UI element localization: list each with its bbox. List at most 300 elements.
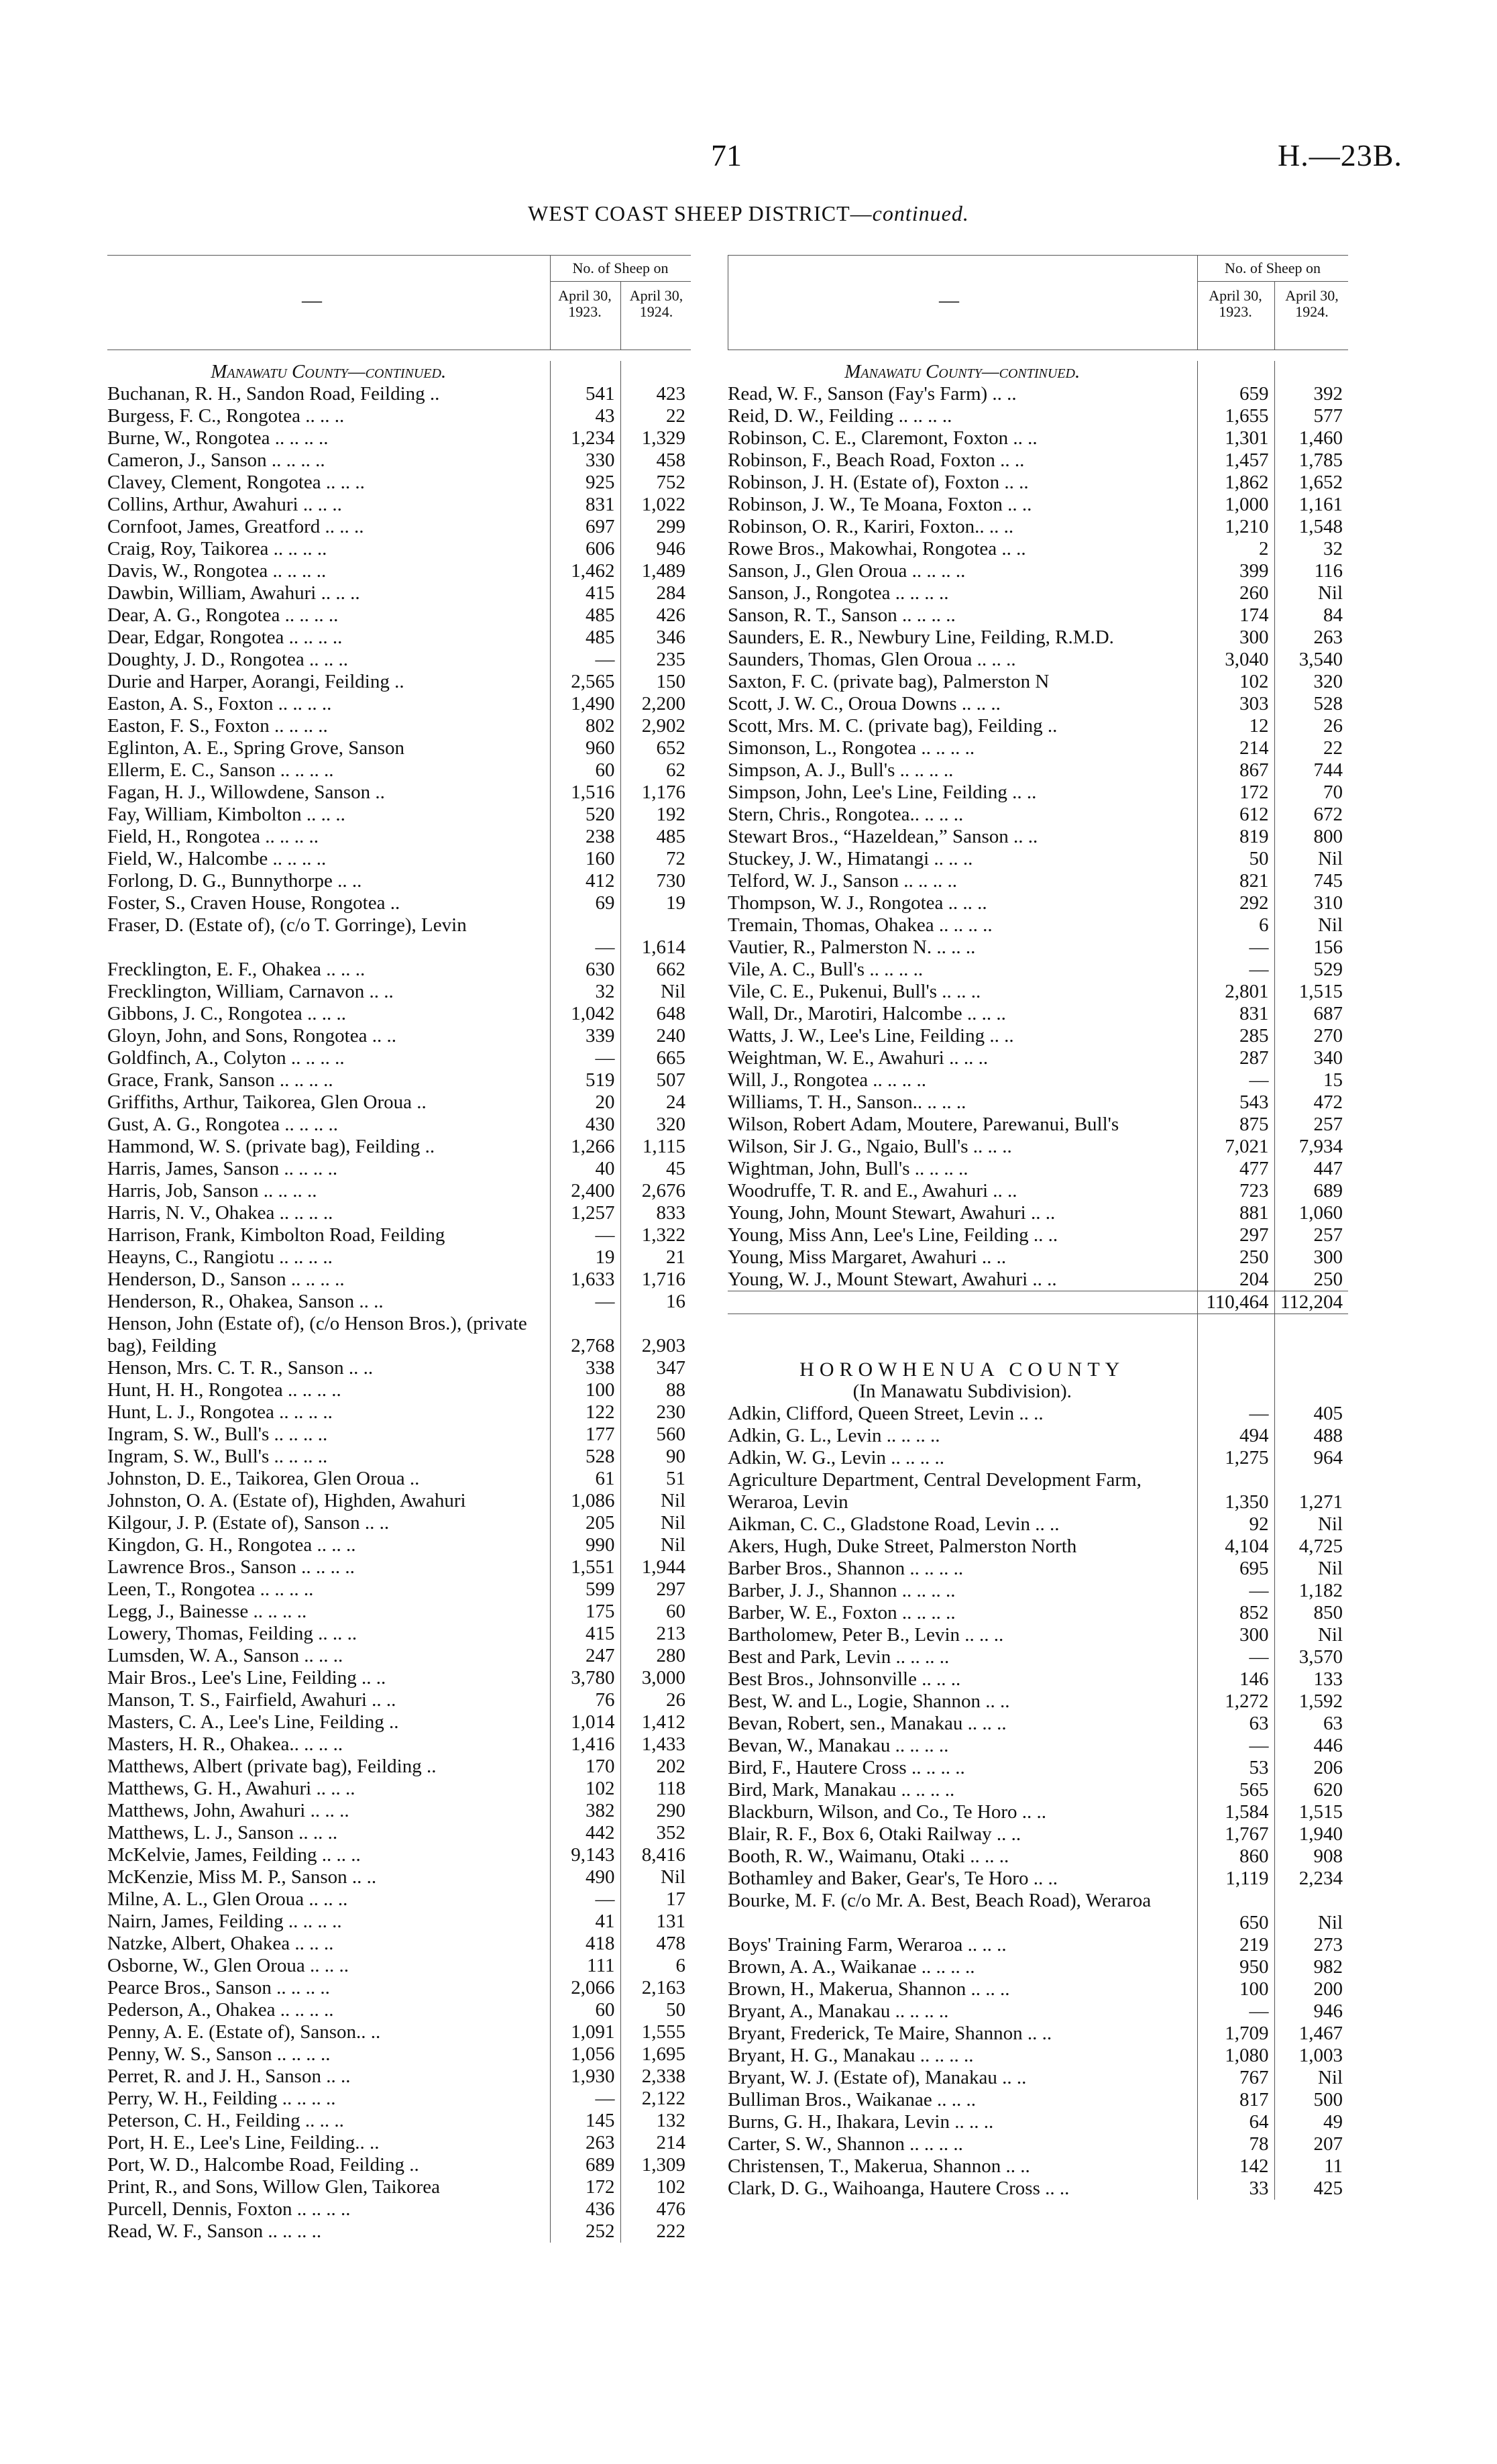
table-row bbox=[728, 1403, 1348, 1425]
sheep-1923: 723 bbox=[1197, 1180, 1274, 1202]
table-row bbox=[107, 1468, 691, 1490]
table-row bbox=[728, 1624, 1348, 1646]
owner-name: Young, W. J., Mount Stewart, Awahuri .. .. bbox=[728, 1269, 1057, 1290]
sheep-1924: 745 bbox=[1274, 870, 1348, 892]
owner-name: Stern, Chris., Rongotea.. .. .. .. bbox=[728, 804, 964, 825]
sheep-1924: 1,003 bbox=[1274, 2045, 1348, 2067]
sheep-1924: 118 bbox=[620, 1778, 691, 1800]
sheep-1924: 1,022 bbox=[620, 494, 691, 516]
table-row bbox=[107, 1534, 691, 1556]
owner-name: Osborne, W., Glen Oroua .. .. .. bbox=[107, 1955, 349, 1976]
section-heading: Manawatu County—continued. bbox=[211, 361, 447, 382]
owner-name: Will, J., Rongotea .. .. .. .. bbox=[728, 1069, 927, 1091]
header-date-1923: April 30, 1923. bbox=[558, 287, 612, 320]
table-row bbox=[107, 2198, 691, 2220]
owner-name: Thompson, W. J., Rongotea .. .. .. bbox=[728, 892, 987, 914]
sheep-1924: 476 bbox=[620, 2198, 691, 2220]
owner-name: Johnston, O. A. (Estate of), Highden, Awahuri bbox=[107, 1490, 466, 1511]
table-row bbox=[728, 981, 1348, 1003]
sheep-1923: 285 bbox=[1197, 1025, 1274, 1047]
sheep-1923: 160 bbox=[550, 848, 620, 870]
table-row bbox=[728, 936, 1348, 959]
table-row bbox=[728, 516, 1348, 538]
owner-name: Christensen, T., Makerua, Shannon .. .. bbox=[728, 2155, 1030, 2177]
table-row bbox=[107, 1623, 691, 1645]
sheep-1923: 292 bbox=[1197, 892, 1274, 914]
sheep-1923: — bbox=[1197, 2000, 1274, 2023]
owner-name: Eglinton, A. E., Spring Grove, Sanson bbox=[107, 737, 405, 759]
sheep-1923: 303 bbox=[1197, 693, 1274, 715]
sheep-1923: 2,768 bbox=[550, 1313, 620, 1357]
owner-name: Kilgour, J. P. (Estate of), Sanson .. .. bbox=[107, 1512, 390, 1534]
sheep-1923: — bbox=[550, 649, 620, 671]
owner-name: Dear, Edgar, Rongotea .. .. .. .. bbox=[107, 627, 343, 648]
owner-name: Fraser, D. (Estate of), (c/o T. Gorringe), Levin bbox=[107, 914, 467, 936]
sheep-1923: — bbox=[550, 914, 620, 959]
table-row bbox=[728, 1646, 1348, 1668]
sheep-1923: 100 bbox=[1197, 1978, 1274, 2000]
table-row bbox=[728, 715, 1348, 737]
sheep-1924: Nil bbox=[620, 981, 691, 1003]
owner-name: Penny, A. E. (Estate of), Sanson.. .. bbox=[107, 2021, 381, 2043]
owner-name: Pederson, A., Ohakea .. .. .. .. bbox=[107, 1999, 334, 2021]
sheep-1924: 213 bbox=[620, 1623, 691, 1645]
table-row bbox=[107, 449, 691, 472]
table-row bbox=[728, 737, 1348, 759]
spacer-row bbox=[728, 1336, 1348, 1358]
table-row bbox=[107, 1512, 691, 1534]
sheep-1924: Nil bbox=[1274, 1558, 1348, 1580]
sheep-1924: 472 bbox=[1274, 1091, 1348, 1114]
owner-name: Burne, W., Rongotea .. .. .. .. bbox=[107, 427, 329, 449]
sheep-1924: 320 bbox=[620, 1114, 691, 1136]
sheep-1923: 76 bbox=[550, 1689, 620, 1711]
owner-name: Natzke, Albert, Ohakea .. .. .. bbox=[107, 1933, 334, 1954]
table-row bbox=[107, 1556, 691, 1578]
sheep-1923: 297 bbox=[1197, 1224, 1274, 1246]
owner-name: Adkin, G. L., Levin .. .. .. .. bbox=[728, 1425, 940, 1446]
sheep-1924: 1,695 bbox=[620, 2043, 691, 2066]
sheep-1923: 33 bbox=[1197, 2178, 1274, 2200]
owner-name: Ingram, S. W., Bull's .. .. .. .. bbox=[107, 1446, 328, 1467]
sheep-1923: 606 bbox=[550, 538, 620, 560]
table-row bbox=[107, 1689, 691, 1711]
table-row bbox=[107, 516, 691, 538]
owner-name: Agriculture Department, Central Development Farm, Weraroa, Levin bbox=[728, 1469, 1142, 1513]
owner-name: Sanson, J., Rongotea .. .. .. .. bbox=[728, 582, 949, 604]
table-row bbox=[107, 383, 691, 405]
owner-name: Easton, F. S., Foxton .. .. .. .. bbox=[107, 715, 328, 737]
sheep-1923: 1,210 bbox=[1197, 516, 1274, 538]
sheep-1924: 946 bbox=[620, 538, 691, 560]
owner-name: Dear, A. G., Rongotea .. .. .. .. bbox=[107, 604, 339, 626]
sheep-1924: 2,122 bbox=[620, 2088, 691, 2110]
sheep-1923: 520 bbox=[550, 804, 620, 826]
owner-name: Bothamley and Baker, Gear's, Te Horo .. .. bbox=[728, 1868, 1058, 1889]
sheep-1923: 852 bbox=[1197, 1602, 1274, 1624]
page-title bbox=[0, 201, 1497, 226]
owner-name: Clavey, Clement, Rongotea .. .. .. bbox=[107, 472, 365, 493]
sheep-1923: 1,234 bbox=[550, 427, 620, 449]
owner-name: Harrison, Frank, Kimbolton Road, Feilding bbox=[107, 1224, 445, 1246]
sheep-1924: 528 bbox=[1274, 693, 1348, 715]
table-row bbox=[107, 870, 691, 892]
sheep-1923: 990 bbox=[550, 1534, 620, 1556]
table-row bbox=[728, 582, 1348, 604]
table-row bbox=[728, 1091, 1348, 1114]
sheep-1923: 543 bbox=[1197, 1091, 1274, 1114]
sheep-1924: 687 bbox=[1274, 1003, 1348, 1025]
owner-name: Fagan, H. J., Willowdene, Sanson .. bbox=[107, 782, 385, 803]
owner-name: Simonson, L., Rongotea .. .. .. .. bbox=[728, 737, 975, 759]
sheep-1923: 541 bbox=[550, 383, 620, 405]
table-row bbox=[107, 1999, 691, 2021]
sheep-1924: 1,515 bbox=[1274, 1801, 1348, 1823]
table-row bbox=[728, 1779, 1348, 1801]
sheep-1923: 528 bbox=[550, 1446, 620, 1468]
owner-name: Grace, Frank, Sanson .. .. .. .. bbox=[107, 1069, 333, 1091]
owner-name: Brown, A. A., Waikanae .. .. .. .. bbox=[728, 1956, 975, 1978]
table-row bbox=[107, 1778, 691, 1800]
sheep-1923: — bbox=[1197, 1580, 1274, 1602]
sheep-1924: 16 bbox=[620, 1291, 691, 1313]
sheep-1924: 133 bbox=[1274, 1668, 1348, 1691]
owner-name: McKelvie, James, Feilding .. .. .. bbox=[107, 1844, 361, 1866]
owner-name: Matthews, G. H., Awahuri .. .. .. bbox=[107, 1778, 355, 1799]
table-row bbox=[107, 737, 691, 759]
table-row bbox=[728, 1224, 1348, 1246]
sheep-1924: 21 bbox=[620, 1246, 691, 1269]
owner-name: Henson, John (Estate of), (c/o Henson Bros.), (private bag), Feilding bbox=[107, 1313, 527, 1356]
owner-name: Stewart Bros., “Hazeldean,” Sanson .. .. bbox=[728, 826, 1038, 847]
owner-name: Vile, A. C., Bull's .. .. .. .. bbox=[728, 959, 924, 980]
sheep-1923: 102 bbox=[550, 1778, 620, 1800]
table-row bbox=[107, 848, 691, 870]
sheep-1923: 382 bbox=[550, 1800, 620, 1822]
sheep-1924: 488 bbox=[1274, 1425, 1348, 1447]
sheep-1924: 1,614 bbox=[620, 914, 691, 959]
sheep-1924: Nil bbox=[1274, 1624, 1348, 1646]
table-row bbox=[728, 1425, 1348, 1447]
owner-name: Heayns, C., Rangiotu .. .. .. .. bbox=[107, 1246, 333, 1268]
sheep-1924: 672 bbox=[1274, 804, 1348, 826]
sheep-1923: 1,862 bbox=[1197, 472, 1274, 494]
sheep-1924: 49 bbox=[1274, 2111, 1348, 2133]
sheep-1924: 752 bbox=[620, 472, 691, 494]
table-row bbox=[728, 1246, 1348, 1269]
sheep-1924: 652 bbox=[620, 737, 691, 759]
table-row bbox=[107, 1645, 691, 1667]
owner-name: Reid, D. W., Feilding .. .. .. .. bbox=[728, 405, 952, 427]
sheep-1924: Nil bbox=[620, 1512, 691, 1534]
sheep-1923: 1,416 bbox=[550, 1733, 620, 1756]
table-row bbox=[107, 1069, 691, 1091]
sheep-1924: 1,309 bbox=[620, 2154, 691, 2176]
table-row bbox=[728, 1003, 1348, 1025]
sheep-1923: 1,086 bbox=[550, 1490, 620, 1512]
owner-name: Cornfoot, James, Greatford .. .. .. bbox=[107, 516, 364, 537]
sheep-1923: 7,021 bbox=[1197, 1136, 1274, 1158]
owner-name: Ellerm, E. C., Sanson .. .. .. .. bbox=[107, 759, 334, 781]
sheep-1924: 273 bbox=[1274, 1934, 1348, 1956]
owner-name: Port, H. E., Lee's Line, Feilding.. .. bbox=[107, 2132, 380, 2153]
table-row bbox=[728, 1047, 1348, 1069]
table-row bbox=[728, 560, 1348, 582]
owner-name: Saunders, Thomas, Glen Oroua .. .. .. bbox=[728, 649, 1016, 670]
sheep-1923: 485 bbox=[550, 627, 620, 649]
table-row bbox=[107, 1091, 691, 1114]
sheep-1924: 230 bbox=[620, 1401, 691, 1424]
table-row bbox=[728, 649, 1348, 671]
owner-name: Sanson, R. T., Sanson .. .. .. .. bbox=[728, 604, 956, 626]
table-row bbox=[728, 1668, 1348, 1691]
sheep-1923: 412 bbox=[550, 870, 620, 892]
table-row bbox=[107, 1202, 691, 1224]
table-row bbox=[728, 1158, 1348, 1180]
owner-name: Goldfinch, A., Colyton .. .. .. .. bbox=[107, 1047, 345, 1069]
sheep-1924: 60 bbox=[620, 1601, 691, 1623]
sheep-1924: 1,467 bbox=[1274, 2023, 1348, 2045]
owner-name: Vile, C. E., Pukenui, Bull's .. .. .. bbox=[728, 981, 981, 1002]
sheep-1924: 1,329 bbox=[620, 427, 691, 449]
sheep-1923: — bbox=[550, 1224, 620, 1246]
sheep-1923: — bbox=[1197, 959, 1274, 981]
sheep-1923: — bbox=[550, 1888, 620, 1911]
sheep-1924: Nil bbox=[1274, 582, 1348, 604]
owner-name: Bartholomew, Peter B., Levin .. .. .. bbox=[728, 1624, 1004, 1646]
owner-name: Barber Bros., Shannon .. .. .. .. bbox=[728, 1558, 964, 1579]
sheep-1924: 32 bbox=[1274, 538, 1348, 560]
table-row bbox=[107, 2110, 691, 2132]
sheep-1923: 172 bbox=[550, 2176, 620, 2198]
owner-name: Kingdon, G. H., Rongotea .. .. .. bbox=[107, 1534, 356, 1556]
owner-name: Collins, Arthur, Awahuri .. .. .. bbox=[107, 494, 342, 515]
sheep-1923: 659 bbox=[1197, 383, 1274, 405]
table-row bbox=[728, 1269, 1348, 1291]
sheep-1924: 214 bbox=[620, 2132, 691, 2154]
sheep-1923: 599 bbox=[550, 1578, 620, 1601]
owner-name: Henson, Mrs. C. T. R., Sanson .. .. bbox=[107, 1357, 374, 1379]
owner-name: Henderson, R., Ohakea, Sanson .. .. bbox=[107, 1291, 384, 1312]
owner-name: Perry, W. H., Feilding .. .. .. .. bbox=[107, 2088, 336, 2109]
sheep-1923: 69 bbox=[550, 892, 620, 914]
owner-name: Port, W. D., Halcombe Road, Feilding .. bbox=[107, 2154, 419, 2176]
sheep-1924: 263 bbox=[1274, 627, 1348, 649]
sheep-1924: 577 bbox=[1274, 405, 1348, 427]
sheep-1924: 222 bbox=[620, 2220, 691, 2243]
sheep-1923: 64 bbox=[1197, 2111, 1274, 2133]
table-row bbox=[728, 1757, 1348, 1779]
table-row bbox=[728, 1845, 1348, 1868]
owner-name: Sanson, J., Glen Oroua .. .. .. .. bbox=[728, 560, 966, 582]
owner-name: McKenzie, Miss M. P., Sanson .. .. bbox=[107, 1866, 377, 1888]
sheep-1923: 32 bbox=[550, 981, 620, 1003]
table-row bbox=[728, 427, 1348, 449]
table-row bbox=[107, 1379, 691, 1401]
owner-name: Brown, H., Makerua, Shannon .. .. .. bbox=[728, 1978, 1010, 2000]
header-date-1924: April 30, 1924. bbox=[1285, 287, 1339, 320]
owner-name: Matthews, L. J., Sanson .. .. .. bbox=[107, 1822, 338, 1843]
table-row bbox=[728, 405, 1348, 427]
table-row bbox=[107, 1224, 691, 1246]
table-row bbox=[728, 1956, 1348, 1978]
table-row bbox=[107, 959, 691, 981]
sheep-1923: 60 bbox=[550, 759, 620, 782]
table-row bbox=[728, 870, 1348, 892]
sheep-1924: 1,433 bbox=[620, 1733, 691, 1756]
sheep-1923: — bbox=[1197, 1403, 1274, 1425]
sheep-1923: — bbox=[1197, 1069, 1274, 1091]
table-row bbox=[107, 1136, 691, 1158]
table-row bbox=[107, 582, 691, 604]
sheep-1924: 352 bbox=[620, 1822, 691, 1844]
table-row bbox=[107, 914, 691, 959]
table-row bbox=[728, 693, 1348, 715]
sheep-1923: 174 bbox=[1197, 604, 1274, 627]
owner-name: Young, Miss Ann, Lee's Line, Feilding .. .. bbox=[728, 1224, 1058, 1246]
sheep-1924: 1,716 bbox=[620, 1269, 691, 1291]
sheep-1924: 200 bbox=[1274, 1978, 1348, 2000]
owner-name: Print, R., and Sons, Willow Glen, Taikorea bbox=[107, 2176, 440, 2198]
table-row bbox=[107, 2043, 691, 2066]
owner-name: Robinson, O. R., Kariri, Foxton.. .. .. bbox=[728, 516, 1014, 537]
sheep-1924: 1,489 bbox=[620, 560, 691, 582]
sheep-1923: 831 bbox=[1197, 1003, 1274, 1025]
sheep-1924: 689 bbox=[1274, 1180, 1348, 1202]
sheep-1924: 284 bbox=[620, 582, 691, 604]
table-row bbox=[107, 627, 691, 649]
sheep-1923: 1,457 bbox=[1197, 449, 1274, 472]
owner-name: Scott, J. W. C., Oroua Downs .. .. .. bbox=[728, 693, 1001, 714]
table-row bbox=[728, 1558, 1348, 1580]
sheep-1924: 662 bbox=[620, 959, 691, 981]
sheep-1923: 146 bbox=[1197, 1668, 1274, 1691]
sheep-1924: 3,540 bbox=[1274, 649, 1348, 671]
sheep-1923: 1,930 bbox=[550, 2066, 620, 2088]
sheep-1923: 300 bbox=[1197, 1624, 1274, 1646]
sheep-1923: 1,551 bbox=[550, 1556, 620, 1578]
sheep-1924: 320 bbox=[1274, 671, 1348, 693]
sheep-1924: 2,676 bbox=[620, 1180, 691, 1202]
sheep-1923: 2 bbox=[1197, 538, 1274, 560]
owner-name: Vautier, R., Palmerston N. .. .. .. bbox=[728, 936, 976, 958]
sheep-1924: 1,555 bbox=[620, 2021, 691, 2043]
table-row bbox=[728, 1801, 1348, 1823]
table-row bbox=[728, 892, 1348, 914]
sheep-1923: 1,490 bbox=[550, 693, 620, 715]
sheep-1923: 612 bbox=[1197, 804, 1274, 826]
title-continued: continued. bbox=[872, 201, 969, 225]
sheep-1923: 630 bbox=[550, 959, 620, 981]
table-row bbox=[728, 1025, 1348, 1047]
owner-name: Griffiths, Arthur, Taikorea, Glen Oroua .. bbox=[107, 1091, 427, 1113]
sheep-1924: 45 bbox=[620, 1158, 691, 1180]
county-heading: HOROWHENUA COUNTY bbox=[799, 1358, 1125, 1381]
sheep-1924: 500 bbox=[1274, 2089, 1348, 2111]
sheep-1924: 1,944 bbox=[620, 1556, 691, 1578]
owner-name: Tremain, Thomas, Ohakea .. .. .. .. bbox=[728, 914, 993, 936]
right-column bbox=[728, 255, 1348, 2200]
table-row bbox=[107, 1667, 691, 1689]
sheep-1924: 1,460 bbox=[1274, 427, 1348, 449]
owner-name: Best and Park, Levin .. .. .. .. bbox=[728, 1646, 950, 1668]
sheep-1923: 1,014 bbox=[550, 1711, 620, 1733]
sheep-1923: 238 bbox=[550, 826, 620, 848]
header-date-1924: April 30, 1924. bbox=[629, 287, 683, 320]
table-row bbox=[107, 1246, 691, 1269]
sheep-1924: 458 bbox=[620, 449, 691, 472]
sheep-1924: 8,416 bbox=[620, 1844, 691, 1866]
owner-name: Rowe Bros., Makowhai, Rongotea .. .. bbox=[728, 538, 1026, 559]
table-row bbox=[107, 693, 691, 715]
table-row bbox=[107, 1911, 691, 1933]
sheep-1923: 40 bbox=[550, 1158, 620, 1180]
table-row bbox=[107, 2132, 691, 2154]
table-row bbox=[107, 1490, 691, 1512]
table-row bbox=[107, 405, 691, 427]
sheep-1923: — bbox=[1197, 1646, 1274, 1668]
sheep-1923: 63 bbox=[1197, 1713, 1274, 1735]
sheep-1924: 15 bbox=[1274, 1069, 1348, 1091]
sheep-1924: 270 bbox=[1274, 1025, 1348, 1047]
sheep-1924: 280 bbox=[620, 1645, 691, 1667]
table-row bbox=[107, 1733, 691, 1756]
owner-name: Milne, A. L., Glen Oroua .. .. .. bbox=[107, 1888, 348, 1910]
owner-name: Harris, James, Sanson .. .. .. .. bbox=[107, 1158, 338, 1179]
sheep-1923: 9,143 bbox=[550, 1844, 620, 1866]
owner-name: Blair, R. F., Box 6, Otaki Railway .. .. bbox=[728, 1823, 1021, 1845]
owner-name: Masters, C. A., Lee's Line, Feilding .. bbox=[107, 1711, 399, 1733]
sheep-1924: 2,338 bbox=[620, 2066, 691, 2088]
table-row bbox=[107, 1003, 691, 1025]
owner-name: Young, John, Mount Stewart, Awahuri .. .. bbox=[728, 1202, 1056, 1224]
sheep-1923: 1,633 bbox=[550, 1269, 620, 1291]
sheep-1923: 418 bbox=[550, 1933, 620, 1955]
owner-name: Easton, A. S., Foxton .. .. .. .. bbox=[107, 693, 332, 714]
table-row bbox=[728, 1513, 1348, 1536]
sheep-1924: 70 bbox=[1274, 782, 1348, 804]
sheep-1923: 817 bbox=[1197, 2089, 1274, 2111]
sheep-1924: 1,115 bbox=[620, 1136, 691, 1158]
sheep-1924: 833 bbox=[620, 1202, 691, 1224]
owner-name: Robinson, F., Beach Road, Foxton .. .. bbox=[728, 449, 1025, 471]
owner-name: Saxton, F. C. (private bag), Palmerston N bbox=[728, 671, 1050, 692]
owner-name: Purcell, Dennis, Foxton .. .. .. .. bbox=[107, 2198, 351, 2220]
table-row bbox=[107, 604, 691, 627]
owner-name: Doughty, J. D., Rongotea .. .. .. bbox=[107, 649, 348, 670]
table-row bbox=[728, 782, 1348, 804]
sheep-1923: 1,709 bbox=[1197, 2023, 1274, 2045]
owner-name: Bird, F., Hautere Cross .. .. .. .. bbox=[728, 1757, 965, 1778]
sheep-1924: 340 bbox=[1274, 1047, 1348, 1069]
table-row bbox=[107, 2220, 691, 2243]
owner-name: Williams, T. H., Sanson.. .. .. .. bbox=[728, 1091, 966, 1113]
header-divider bbox=[1274, 281, 1275, 350]
owner-name: Frecklington, William, Carnavon .. .. bbox=[107, 981, 394, 1002]
sheep-1923: 252 bbox=[550, 2220, 620, 2243]
sheep-1924: Nil bbox=[620, 1534, 691, 1556]
owner-name: Best Bros., Johnsonville .. .. .. bbox=[728, 1668, 961, 1690]
owner-name: Hunt, L. J., Rongotea .. .. .. .. bbox=[107, 1401, 333, 1423]
sheep-1924: 1,182 bbox=[1274, 1580, 1348, 1602]
owner-name: Bevan, Robert, sen., Manakau .. .. .. bbox=[728, 1713, 1007, 1734]
table-row bbox=[107, 1578, 691, 1601]
table-row bbox=[728, 2178, 1348, 2200]
owner-name: Robinson, J. W., Te Moana, Foxton .. .. bbox=[728, 494, 1032, 515]
sheep-1923: 1,091 bbox=[550, 2021, 620, 2043]
sheep-1924: 300 bbox=[1274, 1246, 1348, 1269]
table-row bbox=[728, 1978, 1348, 2000]
